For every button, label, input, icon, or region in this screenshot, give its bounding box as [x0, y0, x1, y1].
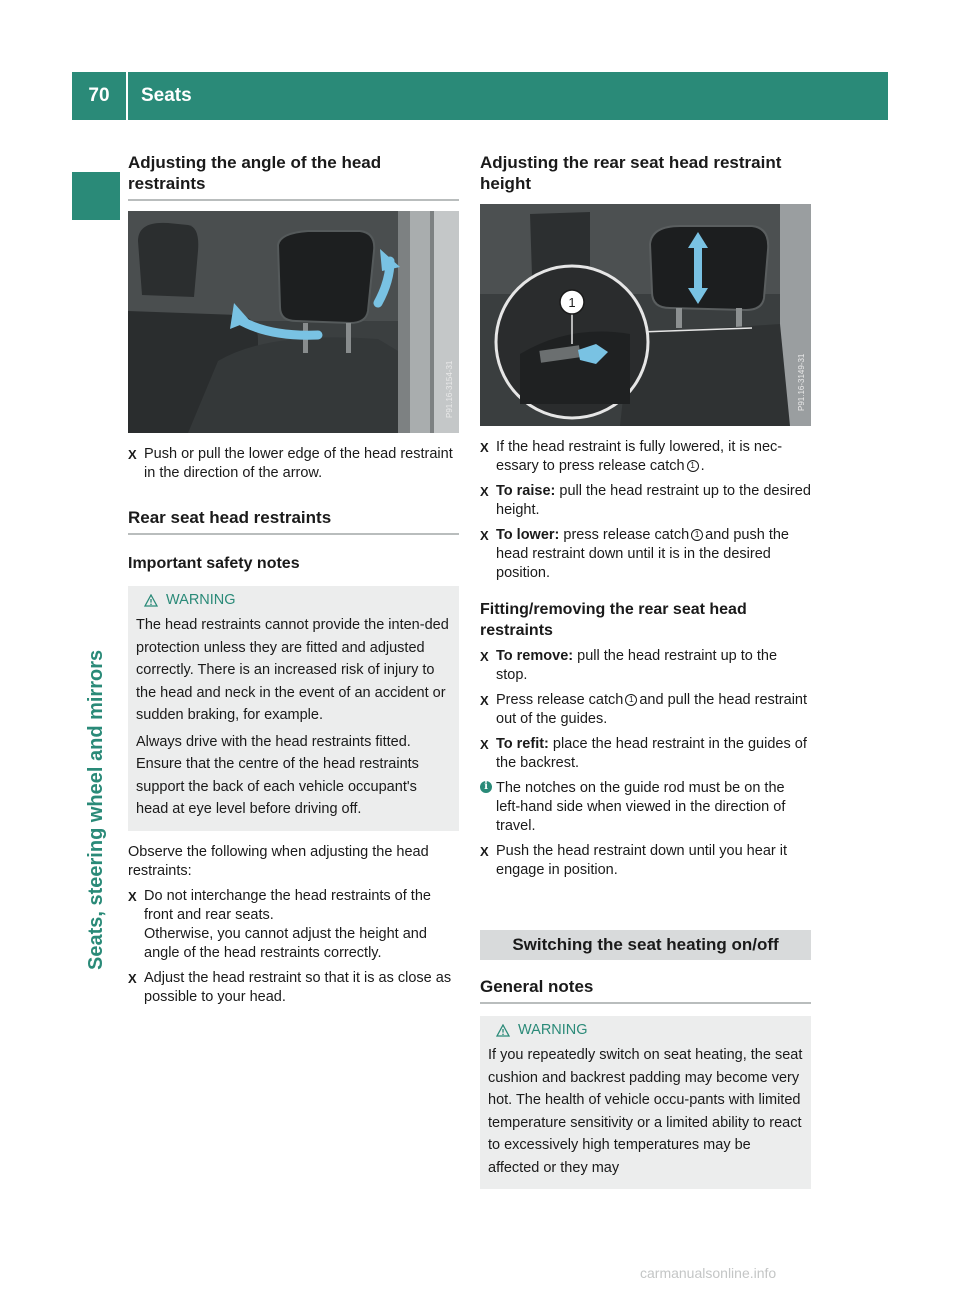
left-column: [128, 152, 459, 1007]
step-arrow-icon: X: [480, 649, 489, 664]
right-column: [480, 152, 811, 1189]
release-catch-icon: 1: [625, 694, 637, 706]
warning-triangle-icon: [144, 594, 158, 607]
warning-text: If you repeatedly switch on seat heating, the seat cushion and backrest padding may become very hot. The health of vehicle occu-pants with limited temperature sensitivity or a limited ability to react to excessively high temperatures may be affected or they may: [488, 1047, 803, 1176]
heading-general-notes: General notes: [480, 977, 594, 996]
instruction-step: X Adjust the head restraint so that it is as close as possible to your head.: [128, 969, 452, 1005]
release-catch-icon: 1: [687, 460, 699, 472]
chapter-tab-label: Seats, steering wheel and mirrors: [85, 649, 107, 970]
step-arrow-icon: X: [480, 484, 489, 499]
chapter-marker: [72, 172, 120, 220]
heading-safety: Important safety notes: [128, 555, 300, 572]
step-arrow-icon: X: [128, 447, 137, 462]
instruction-step: X Push the head restraint down until you hear it engage in position.: [480, 843, 787, 878]
instruction-step: X Do not interchange the head restraints of the front and rear seats. Otherwise, you cannot adjust the height and angle of the head restraints correctly.: [128, 887, 431, 961]
section-heading-band: Switching the seat heating on/off: [480, 930, 811, 960]
release-catch-icon: 1: [691, 529, 703, 541]
step-arrow-icon: X: [480, 440, 489, 455]
step-arrow-icon: X: [480, 528, 489, 543]
info-note: i The notches on the guide rod must be on the left-hand side when viewed in the direction of travel.: [480, 779, 811, 836]
seat-height-illustration: [480, 204, 811, 426]
footer-watermark: carmanualsonline.info: [640, 1265, 777, 1281]
warning-text: The head restraints cannot provide the inten-ded protection unless they are fitted and adjusted correctly. There is an increased risk of injury to the head and neck in the event of an accident or sudden braking, for example.: [136, 617, 449, 723]
heading-rule: [128, 533, 459, 535]
figure-head-restraint-height: [480, 204, 811, 426]
step-arrow-icon: X: [480, 737, 489, 752]
heading-rear-seat: Rear seat head restraints: [128, 508, 332, 527]
chapter-tab: [72, 234, 120, 994]
figure-code: P91.16-3149-31: [797, 353, 806, 411]
warning-triangle-icon: [496, 1024, 510, 1037]
heading-angle: Adjusting the angle of the head restraints: [128, 153, 382, 193]
page-title: Seats: [141, 85, 192, 106]
instruction-step: X To remove: pull the head restraint up to the stop.: [480, 648, 778, 683]
heading-rule: [128, 199, 459, 201]
instruction-step: X Push or pull the lower edge of the head restraint in the direction of the arrow.: [128, 446, 453, 481]
figure-head-restraint-angle: [128, 211, 459, 433]
instruction-step: X To raise: pull the head restraint up to the desired height.: [480, 483, 811, 518]
warning-text: Always drive with the head restraints fitted. Ensure that the centre of the head restraints support the back of each vehicle occupant's head at eye level before driving off.: [136, 733, 419, 817]
warning-header: WARNING: [496, 1022, 803, 1038]
info-icon: i: [480, 781, 492, 793]
instruction-step: X To refit: place the head restraint in the guides of the backrest.: [480, 736, 807, 771]
warning-header: WARNING: [144, 592, 451, 608]
heading-height: Adjusting the rear seat head restraint height: [480, 153, 782, 193]
instruction-step: X To lower: press release catch 1 and push the head restraint down until it is in the desired position.: [480, 527, 789, 581]
step-arrow-icon: X: [480, 693, 489, 708]
heading-rule: [480, 1002, 811, 1004]
observe-paragraph: Observe the following when adjusting the head restraints:: [128, 843, 429, 879]
page-number: 70: [88, 85, 110, 106]
instruction-step: X Press release catch 1 and pull the head restraint out of the guides.: [480, 692, 808, 727]
step-arrow-icon: X: [128, 970, 137, 986]
header-bar: [72, 72, 888, 120]
step-arrow-icon: X: [480, 844, 489, 859]
warning-box: [480, 1016, 811, 1189]
header-divider: [126, 72, 128, 120]
instruction-step: X If the head restraint is fully lowered, it is nec-essary to press release catch 1 .: [480, 439, 783, 474]
callout-1-label: 1: [568, 295, 576, 310]
warning-box: [128, 586, 459, 831]
figure-code: P91.16-3154-31: [445, 360, 454, 418]
seat-angle-illustration: [128, 211, 459, 433]
heading-fitting: Fitting/removing the rear seat head restraints: [480, 601, 747, 639]
step-arrow-icon: X: [128, 888, 137, 904]
